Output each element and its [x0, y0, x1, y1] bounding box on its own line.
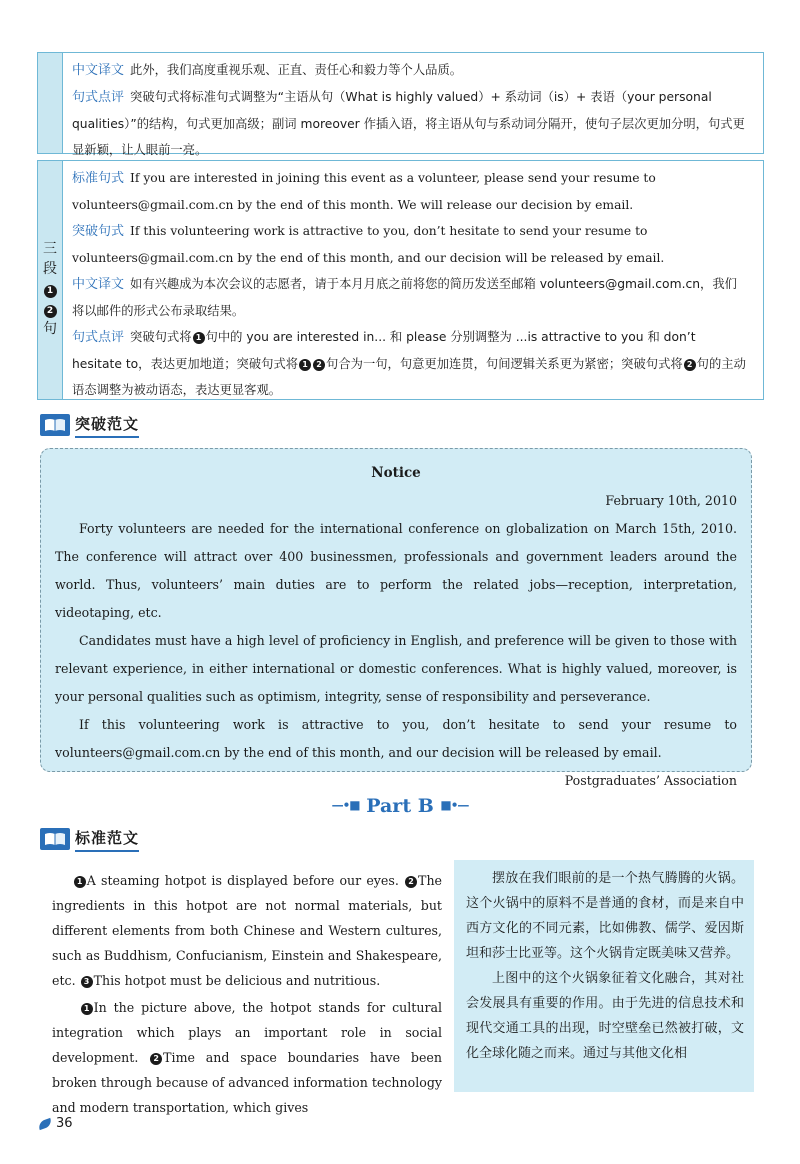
decoration-left: —•■ [331, 798, 360, 812]
notice-paragraph-3: If this volunteering work is attractive to you, don’t hesitate to send your resume to volunteers@gmail.com.cn by the end of this month, and our decision will be released by email. [55, 717, 737, 760]
essay-paragraph-2 [52, 995, 442, 1120]
comment-line [72, 324, 747, 403]
notice-paragraph-1: Forty volunteers are needed for the international conference on globalization on March 15th, 2010. The conference will attract over 400 businessmen, professionals and government leaders around the world. Thus, volunteers’ main duties are to perform the related jobs—reception, interpretation, videotaping, etc. [55, 521, 737, 620]
box-side-strip [38, 53, 63, 153]
breakthrough-text: If this volunteering work is attractive to you, don’t hesitate to send your resume to volunteers@gmail.com.cn by the end of this month, and our decision will be released by email. [72, 224, 665, 265]
circled-number: 1 [81, 1003, 93, 1015]
sentence: Time and space boundaries have been broken through because of advanced information technology and modern transportation, which gives [52, 1050, 442, 1115]
section-header-breakthrough [40, 412, 139, 438]
breakthrough-line [72, 218, 747, 271]
comment-label: 句式点评 [72, 330, 125, 345]
translation-text: 如有兴趣成为本次会议的志愿者，请于本月月底之前将您的简历发送至邮箱 volunteers@gmail.com.cn，我们将以邮件的形式公布录取结果。 [72, 277, 737, 318]
comment-text-a: 突破句式将 [130, 330, 192, 344]
circled-number: 2 [150, 1053, 162, 1065]
paragraph3-sentence-box [37, 160, 764, 400]
translation-line [72, 271, 747, 324]
translation-comment-box [37, 52, 764, 157]
comment-line [72, 84, 747, 163]
circled-number: 1 [299, 359, 311, 371]
section-title: 标准范文 [75, 827, 139, 852]
notice-essay-box [40, 448, 752, 788]
circled-number: 1 [44, 285, 57, 298]
book-icon [40, 828, 70, 850]
circled-number: 3 [81, 976, 93, 988]
circled-number: 1 [193, 332, 205, 344]
translation-label: 中文译文 [72, 277, 125, 292]
translation-line [72, 57, 747, 84]
essay-cn-paragraph-2: 上图中的这个火锅象征着文化融合，其对社会发展具有重要的作用。由于先进的信息技术和现代交通工具的出现，时空壁垒已然被打破，文化全球化随之而来。通过与其他文化相 [466, 971, 744, 1061]
essay-paragraph-1 [52, 868, 442, 993]
box-content [72, 57, 747, 163]
side-char: 段 [43, 261, 57, 277]
page-number-text: 36 [56, 1116, 73, 1131]
section-title: 突破范文 [75, 413, 139, 438]
box-side-strip [38, 161, 63, 399]
sentence: The ingredients in this hotpot are not normal materials, but different elements from both Chinese and Western cultures, such as Buddhism, Confucianism, Einstein and Shakespeare, etc. [52, 873, 443, 988]
notice-paragraph-2: Candidates must have a high level of proficiency in English, and preference will be given to those with relevant experience, in either international or domestic conferences. What is highly valued, moreover, is your personal qualities such as optimism, integrity, sense of responsibility and perseverance. [55, 633, 737, 704]
part-b-heading [0, 795, 800, 817]
comment-text-b: 句中的 you are interested in... 和 please 分别调整为 ...is attractive to you 和 don’t hesitate to，表达更加地道；突破句式将 [72, 330, 696, 371]
page-number [38, 1116, 73, 1131]
book-icon [40, 414, 70, 436]
comment-text: 突破句式将标准句式调整为“主语从句（What is highly valued）+ 系动词（is）+ 表语（your personal qualities）”的结构，句式更加高级；副词 moreover 作插入语，将主语从句与系动词分隔开，使句子层次更加分明，句式更显新颖，让人眼前一亮。 [72, 90, 745, 157]
decoration-right: ■•— [440, 798, 469, 812]
comment-text-c: 句合为一句，句意更加连贯，句间逻辑关系更为紧密；突破句式将 [326, 357, 683, 371]
notice-signature: Postgraduates’ Association [564, 773, 737, 788]
standard-text: If you are interested in joining this event as a volunteer, please send your resume to volunteers@gmail.com.cn by the end of this month. We will release our decision by email. [72, 171, 656, 212]
sentence: A steaming hotpot is displayed before our eyes. [86, 873, 399, 888]
standard-line [72, 165, 747, 218]
comment-text-d: 句的主动语态调整为被动语态，表达更显客观。 [72, 357, 746, 397]
translation-label: 中文译文 [72, 63, 125, 78]
sentence: This hotpot must be delicious and nutritious. [93, 973, 381, 988]
side-char: 句 [43, 321, 57, 337]
leaf-icon [37, 1117, 53, 1129]
translation-text: 此外，我们高度重视乐观、正直、责任心和毅力等个人品质。 [130, 63, 463, 77]
circled-number: 2 [44, 305, 57, 318]
circled-number: 2 [405, 876, 417, 888]
essay-chinese [466, 866, 744, 1066]
side-char: 三 [43, 241, 57, 257]
circled-number: 2 [684, 359, 696, 371]
side-vertical-label [40, 239, 60, 339]
notice-title: Notice [371, 465, 421, 481]
box-content [72, 165, 747, 403]
circled-number: 2 [313, 359, 325, 371]
standard-label: 标准句式 [72, 171, 125, 186]
circled-number: 1 [74, 876, 86, 888]
essay-english [52, 868, 442, 1122]
breakthrough-label: 突破句式 [72, 224, 125, 239]
comment-label: 句式点评 [72, 90, 125, 105]
notice-content [55, 459, 737, 795]
section-header-standard [40, 826, 139, 852]
sentence: In the picture above, the hotpot stands for cultural integration which plays an important role in social development. [52, 1000, 443, 1065]
essay-cn-paragraph-1: 摆放在我们眼前的是一个热气腾腾的火锅。这个火锅中的原料不是普通的食材，而是来自中西方文化的不同元素，比如佛教、儒学、爱因斯坦和莎士比亚等。这个火锅肯定既美味又营养。 [466, 871, 744, 961]
part-b-title: Part B [366, 795, 434, 817]
essay-chinese-panel [454, 860, 754, 1092]
notice-date: February 10th, 2010 [605, 493, 737, 508]
